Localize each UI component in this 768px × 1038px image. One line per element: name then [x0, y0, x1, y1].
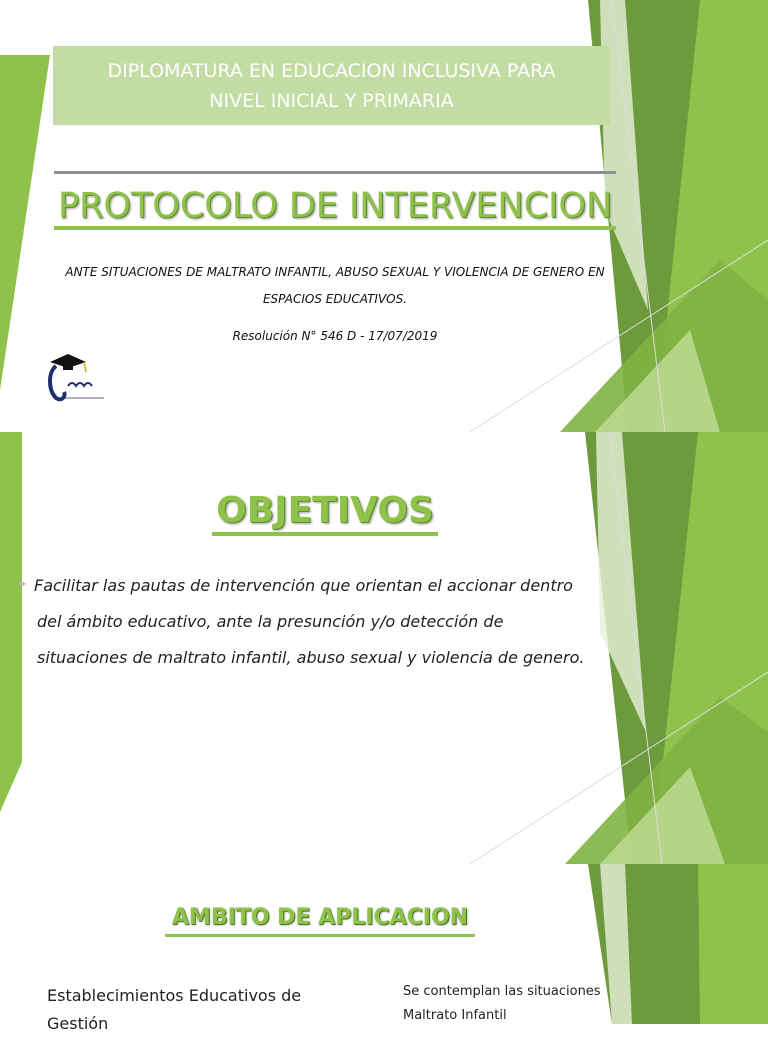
right-text-line-2: Maltrato Infantil [403, 1008, 507, 1023]
graduation-cap-logo [44, 348, 114, 406]
divider-rule [54, 171, 616, 174]
triangle-bullet-icon: ▶ [20, 579, 27, 588]
resolution-text: Resolución N° 546 D - 17/07/2019 [232, 329, 438, 343]
subtitle-line-1: ANTE SITUACIONES DE MALTRATO INFANTIL, ABUSO SEXUAL Y VIOLENCIA DE GENERO EN [65, 265, 605, 279]
left-column-text [47, 982, 301, 1038]
objective-line-1: Facilitar las pautas de intervención que orientan el accionar dentro [34, 576, 573, 595]
slide-title: PROTOCOLO DE INTERVENCION [57, 186, 613, 226]
right-text-line-1: Se contemplan las situaciones [403, 984, 601, 999]
subtitle-line-2: ESPACIOS EDUCATIVOS. [262, 292, 408, 306]
ambito-title: AMBITO DE APLICACION [171, 905, 469, 930]
objective-line-3: situaciones de maltrato infantil, abuso sexual y violencia de genero. [37, 648, 585, 667]
banner-line-2: NIVEL INICIAL Y PRIMARIA [209, 89, 454, 112]
title-underline [54, 226, 616, 230]
slide-protocolo [0, 0, 768, 432]
left-text-line-2: Gestión [47, 1014, 109, 1033]
course-banner [53, 46, 610, 125]
objective-text [34, 568, 634, 676]
objetivos-underline [212, 532, 438, 536]
left-text-line-1: Establecimientos Educativos de [47, 986, 302, 1005]
banner-line-1: DIPLOMATURA EN EDUCACION INCLUSIVA PARA [107, 59, 556, 82]
objetivos-title: OBJETIVOS [216, 490, 434, 531]
slide-subtitle [54, 259, 616, 313]
right-column-text [403, 980, 601, 1028]
ambito-underline [165, 934, 475, 937]
objective-line-2: del ámbito educativo, ante la presunción y/o detección de [37, 612, 504, 631]
